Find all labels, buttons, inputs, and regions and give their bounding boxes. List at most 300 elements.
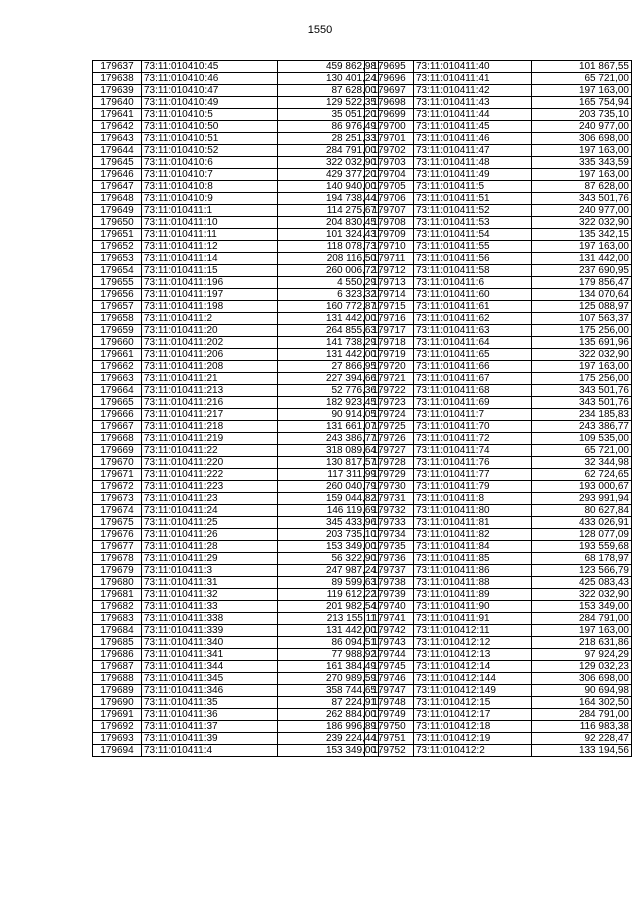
cadastral-number-cell: 73:11:010411:81 xyxy=(414,517,532,529)
table-row xyxy=(93,61,379,73)
cadastral-number-cell: 73:11:010411:84 xyxy=(414,541,532,553)
cadastral-value-cell: 52 776,36 xyxy=(278,385,379,397)
table-row xyxy=(93,97,379,109)
cadastral-number-cell: 73:11:010411:340 xyxy=(142,637,278,649)
cadastral-value-cell: 80 627,84 xyxy=(532,505,632,517)
record-number-cell: 179650 xyxy=(93,217,142,229)
table-row xyxy=(365,193,632,205)
table-row xyxy=(365,649,632,661)
cadastral-value-cell: 118 078,73 xyxy=(278,241,379,253)
cadastral-number-cell: 73:11:010411:79 xyxy=(414,481,532,493)
cadastral-number-cell: 73:11:010411:21 xyxy=(142,373,278,385)
cadastral-value-cell: 101 324,43 xyxy=(278,229,379,241)
cadastral-value-cell: 358 744,65 xyxy=(278,685,379,697)
table-row xyxy=(93,457,379,469)
cadastral-number-cell: 73:11:010411:88 xyxy=(414,577,532,589)
record-number-cell: 179744 xyxy=(365,649,414,661)
table-row xyxy=(365,133,632,145)
cadastral-value-cell: 140 940,00 xyxy=(278,181,379,193)
cadastral-number-cell: 73:11:010410:47 xyxy=(142,85,278,97)
cadastral-value-cell: 153 349,00 xyxy=(278,745,379,757)
cadastral-number-cell: 73:11:010411:55 xyxy=(414,241,532,253)
cadastral-value-cell: 175 256,00 xyxy=(532,325,632,337)
record-number-cell: 179678 xyxy=(93,553,142,565)
record-number-cell: 179741 xyxy=(365,613,414,625)
record-number-cell: 179661 xyxy=(93,349,142,361)
table-row xyxy=(93,85,379,97)
table-row xyxy=(365,109,632,121)
table-row xyxy=(93,373,379,385)
cadastral-value-cell: 87 628,00 xyxy=(532,181,632,193)
record-number-cell: 179736 xyxy=(365,553,414,565)
cadastral-number-cell: 73:11:010411:39 xyxy=(142,733,278,745)
table-row xyxy=(365,685,632,697)
cadastral-value-cell: 429 377,20 xyxy=(278,169,379,181)
cadastral-value-cell: 141 738,29 xyxy=(278,337,379,349)
table-row xyxy=(365,289,632,301)
table-row xyxy=(93,721,379,733)
cadastral-value-cell: 101 867,55 xyxy=(532,61,632,73)
cadastral-number-cell: 73:11:010411:86 xyxy=(414,565,532,577)
record-number-cell: 179686 xyxy=(93,649,142,661)
table-row xyxy=(365,313,632,325)
table-row xyxy=(93,445,379,457)
table-row xyxy=(365,157,632,169)
cadastral-value-cell: 135 342,15 xyxy=(532,229,632,241)
table-row xyxy=(93,217,379,229)
table-row xyxy=(365,277,632,289)
cadastral-value-cell: 179 856,47 xyxy=(532,277,632,289)
cadastral-number-cell: 73:11:010411:82 xyxy=(414,529,532,541)
cadastral-value-cell: 306 698,00 xyxy=(532,673,632,685)
cadastral-number-cell: 73:11:010410:50 xyxy=(142,121,278,133)
cadastral-number-cell: 73:11:010412:149 xyxy=(414,685,532,697)
table-row xyxy=(365,697,632,709)
cadastral-value-cell: 131 442,00 xyxy=(278,313,379,325)
record-number-cell: 179749 xyxy=(365,709,414,721)
cadastral-value-cell: 322 032,90 xyxy=(278,157,379,169)
cadastral-value-cell: 153 349,00 xyxy=(278,541,379,553)
cadastral-number-cell: 73:11:010411:10 xyxy=(142,217,278,229)
table-row xyxy=(93,697,379,709)
record-number-cell: 179660 xyxy=(93,337,142,349)
cadastral-number-cell: 73:11:010410:45 xyxy=(142,61,278,73)
record-number-cell: 179728 xyxy=(365,457,414,469)
cadastral-number-cell: 73:11:010412:12 xyxy=(414,637,532,649)
cadastral-value-cell: 197 163,00 xyxy=(532,625,632,637)
cadastral-number-cell: 73:11:010411:77 xyxy=(414,469,532,481)
cadastral-value-cell: 109 535,00 xyxy=(532,433,632,445)
record-number-cell: 179667 xyxy=(93,421,142,433)
cadastral-number-cell: 73:11:010411:15 xyxy=(142,265,278,277)
table-row xyxy=(365,61,632,73)
record-number-cell: 179695 xyxy=(365,61,414,73)
cadastral-value-cell: 116 983,38 xyxy=(532,721,632,733)
record-number-cell: 179692 xyxy=(93,721,142,733)
table-row xyxy=(93,637,379,649)
cadastral-value-cell: 186 996,89 xyxy=(278,721,379,733)
record-number-cell: 179696 xyxy=(365,73,414,85)
cadastral-number-cell: 73:11:010411:63 xyxy=(414,325,532,337)
cadastral-number-cell: 73:11:010411:53 xyxy=(414,217,532,229)
table-row xyxy=(93,433,379,445)
record-number-cell: 179669 xyxy=(93,445,142,457)
table-row xyxy=(93,145,379,157)
record-number-cell: 179688 xyxy=(93,673,142,685)
cadastral-value-cell: 32 344,98 xyxy=(532,457,632,469)
table-row xyxy=(93,733,379,745)
cadastral-number-cell: 73:11:010411:80 xyxy=(414,505,532,517)
cadastral-value-cell: 161 384,49 xyxy=(278,661,379,673)
table-row xyxy=(365,529,632,541)
record-number-cell: 179732 xyxy=(365,505,414,517)
table-row xyxy=(365,409,632,421)
cadastral-number-cell: 73:11:010411:341 xyxy=(142,649,278,661)
table-row xyxy=(365,721,632,733)
table-row xyxy=(365,637,632,649)
table-row xyxy=(365,541,632,553)
cadastral-number-cell: 73:11:010411:51 xyxy=(414,193,532,205)
cadastral-number-cell: 73:11:010412:15 xyxy=(414,697,532,709)
record-number-cell: 179674 xyxy=(93,505,142,517)
cadastral-value-cell: 160 772,87 xyxy=(278,301,379,313)
table-row xyxy=(93,289,379,301)
record-number-cell: 179752 xyxy=(365,745,414,757)
cadastral-value-cell: 65 721,00 xyxy=(532,445,632,457)
cadastral-number-cell: 73:11:010411:72 xyxy=(414,433,532,445)
cadastral-value-cell: 92 228,47 xyxy=(532,733,632,745)
record-number-cell: 179748 xyxy=(365,697,414,709)
cadastral-value-cell: 86 976,49 xyxy=(278,121,379,133)
cadastral-number-cell: 73:11:010411:1 xyxy=(142,205,278,217)
record-number-cell: 179718 xyxy=(365,337,414,349)
cadastral-value-cell: 284 791,00 xyxy=(532,709,632,721)
record-number-cell: 179693 xyxy=(93,733,142,745)
table-row xyxy=(93,589,379,601)
record-number-cell: 179665 xyxy=(93,397,142,409)
cadastral-value-cell: 97 924,29 xyxy=(532,649,632,661)
cadastral-value-cell: 197 163,00 xyxy=(532,145,632,157)
record-number-cell: 179701 xyxy=(365,133,414,145)
table-row xyxy=(93,133,379,145)
table-row xyxy=(365,337,632,349)
table-row xyxy=(365,145,632,157)
cadastral-value-cell: 146 119,69 xyxy=(278,505,379,517)
cadastral-number-cell: 73:11:010410:7 xyxy=(142,169,278,181)
record-number-cell: 179739 xyxy=(365,589,414,601)
record-number-cell: 179745 xyxy=(365,661,414,673)
table-row xyxy=(93,565,379,577)
record-number-cell: 179670 xyxy=(93,457,142,469)
record-number-cell: 179677 xyxy=(93,541,142,553)
cadastral-value-cell: 68 178,97 xyxy=(532,553,632,565)
cadastral-number-cell: 73:11:010411:60 xyxy=(414,289,532,301)
cadastral-number-cell: 73:11:010411:69 xyxy=(414,397,532,409)
cadastral-value-cell: 239 224,44 xyxy=(278,733,379,745)
record-number-cell: 179639 xyxy=(93,85,142,97)
record-number-cell: 179685 xyxy=(93,637,142,649)
record-number-cell: 179733 xyxy=(365,517,414,529)
record-number-cell: 179724 xyxy=(365,409,414,421)
cadastral-number-cell: 73:11:010411:45 xyxy=(414,121,532,133)
cadastral-number-cell: 73:11:010410:49 xyxy=(142,97,278,109)
table-row xyxy=(93,313,379,325)
cadastral-value-cell: 123 566,79 xyxy=(532,565,632,577)
record-number-cell: 179730 xyxy=(365,481,414,493)
table-row xyxy=(365,349,632,361)
record-number-cell: 179658 xyxy=(93,313,142,325)
right-register-table xyxy=(364,60,632,757)
cadastral-value-cell: 227 394,66 xyxy=(278,373,379,385)
table-row xyxy=(365,229,632,241)
table-row xyxy=(93,397,379,409)
table-row xyxy=(93,517,379,529)
record-number-cell: 179682 xyxy=(93,601,142,613)
cadastral-number-cell: 73:11:010410:46 xyxy=(142,73,278,85)
table-row xyxy=(365,613,632,625)
cadastral-value-cell: 134 070,64 xyxy=(532,289,632,301)
cadastral-value-cell: 182 923,45 xyxy=(278,397,379,409)
record-number-cell: 179672 xyxy=(93,481,142,493)
table-row xyxy=(93,745,379,757)
cadastral-value-cell: 133 194,56 xyxy=(532,745,632,757)
table-row xyxy=(365,433,632,445)
record-number-cell: 179703 xyxy=(365,157,414,169)
cadastral-value-cell: 28 251,33 xyxy=(278,133,379,145)
cadastral-number-cell: 73:11:010411:4 xyxy=(142,745,278,757)
record-number-cell: 179684 xyxy=(93,625,142,637)
table-row xyxy=(365,745,632,757)
cadastral-value-cell: 87 224,91 xyxy=(278,697,379,709)
cadastral-number-cell: 73:11:010411:14 xyxy=(142,253,278,265)
table-row xyxy=(93,169,379,181)
record-number-cell: 179738 xyxy=(365,577,414,589)
cadastral-value-cell: 293 991,94 xyxy=(532,493,632,505)
table-row xyxy=(93,409,379,421)
cadastral-number-cell: 73:11:010411:85 xyxy=(414,553,532,565)
cadastral-number-cell: 73:11:010411:25 xyxy=(142,517,278,529)
cadastral-number-cell: 73:11:010411:197 xyxy=(142,289,278,301)
table-row xyxy=(93,193,379,205)
record-number-cell: 179651 xyxy=(93,229,142,241)
record-number-cell: 179664 xyxy=(93,385,142,397)
record-number-cell: 179673 xyxy=(93,493,142,505)
cadastral-number-cell: 73:11:010411:48 xyxy=(414,157,532,169)
cadastral-value-cell: 131 442,00 xyxy=(532,253,632,265)
cadastral-value-cell: 153 349,00 xyxy=(532,601,632,613)
cadastral-number-cell: 73:11:010411:11 xyxy=(142,229,278,241)
record-number-cell: 179716 xyxy=(365,313,414,325)
table-row xyxy=(365,97,632,109)
cadastral-value-cell: 129 032,23 xyxy=(532,661,632,673)
cadastral-value-cell: 165 754,94 xyxy=(532,97,632,109)
cadastral-value-cell: 135 691,96 xyxy=(532,337,632,349)
cadastral-number-cell: 73:11:010411:22 xyxy=(142,445,278,457)
record-number-cell: 179729 xyxy=(365,469,414,481)
cadastral-number-cell: 73:11:010411:223 xyxy=(142,481,278,493)
table-row xyxy=(93,73,379,85)
cadastral-number-cell: 73:11:010411:67 xyxy=(414,373,532,385)
record-number-cell: 179648 xyxy=(93,193,142,205)
cadastral-value-cell: 343 501,76 xyxy=(532,193,632,205)
table-row xyxy=(93,541,379,553)
record-number-cell: 179663 xyxy=(93,373,142,385)
record-number-cell: 179707 xyxy=(365,205,414,217)
cadastral-number-cell: 73:11:010412:13 xyxy=(414,649,532,661)
cadastral-number-cell: 73:11:010411:32 xyxy=(142,589,278,601)
cadastral-number-cell: 73:11:010411:49 xyxy=(414,169,532,181)
record-number-cell: 179743 xyxy=(365,637,414,649)
cadastral-number-cell: 73:11:010412:14 xyxy=(414,661,532,673)
record-number-cell: 179646 xyxy=(93,169,142,181)
record-number-cell: 179694 xyxy=(93,745,142,757)
record-number-cell: 179645 xyxy=(93,157,142,169)
cadastral-number-cell: 73:11:010411:208 xyxy=(142,361,278,373)
cadastral-number-cell: 73:11:010411:26 xyxy=(142,529,278,541)
cadastral-value-cell: 343 501,76 xyxy=(532,385,632,397)
cadastral-number-cell: 73:11:010411:213 xyxy=(142,385,278,397)
cadastral-number-cell: 73:11:010411:64 xyxy=(414,337,532,349)
cadastral-value-cell: 322 032,90 xyxy=(532,349,632,361)
table-row xyxy=(93,625,379,637)
table-row xyxy=(93,421,379,433)
table-row xyxy=(93,181,379,193)
cadastral-number-cell: 73:11:010411:58 xyxy=(414,265,532,277)
record-number-cell: 179643 xyxy=(93,133,142,145)
cadastral-number-cell: 73:11:010411:20 xyxy=(142,325,278,337)
record-number-cell: 179641 xyxy=(93,109,142,121)
cadastral-number-cell: 73:11:010410:6 xyxy=(142,157,278,169)
cadastral-value-cell: 197 163,00 xyxy=(532,361,632,373)
cadastral-value-cell: 203 735,10 xyxy=(278,529,379,541)
cadastral-value-cell: 318 089,64 xyxy=(278,445,379,457)
table-row xyxy=(365,217,632,229)
record-number-cell: 179668 xyxy=(93,433,142,445)
record-number-cell: 179715 xyxy=(365,301,414,313)
cadastral-number-cell: 73:11:010411:36 xyxy=(142,709,278,721)
cadastral-number-cell: 73:11:010411:23 xyxy=(142,493,278,505)
cadastral-value-cell: 201 982,54 xyxy=(278,601,379,613)
cadastral-number-cell: 73:11:010411:198 xyxy=(142,301,278,313)
table-row xyxy=(365,445,632,457)
cadastral-number-cell: 73:11:010411:42 xyxy=(414,85,532,97)
table-row xyxy=(365,661,632,673)
record-number-cell: 179683 xyxy=(93,613,142,625)
cadastral-value-cell: 197 163,00 xyxy=(532,241,632,253)
table-row xyxy=(365,85,632,97)
cadastral-number-cell: 73:11:010411:216 xyxy=(142,397,278,409)
cadastral-number-cell: 73:11:010411:43 xyxy=(414,97,532,109)
table-row xyxy=(365,121,632,133)
record-number-cell: 179691 xyxy=(93,709,142,721)
cadastral-number-cell: 73:11:010411:5 xyxy=(414,181,532,193)
cadastral-value-cell: 125 088,97 xyxy=(532,301,632,313)
cadastral-value-cell: 164 302,50 xyxy=(532,697,632,709)
record-number-cell: 179750 xyxy=(365,721,414,733)
table-row xyxy=(93,361,379,373)
record-number-cell: 179747 xyxy=(365,685,414,697)
table-row xyxy=(365,421,632,433)
record-number-cell: 179659 xyxy=(93,325,142,337)
cadastral-value-cell: 459 862,98 xyxy=(278,61,379,73)
table-row xyxy=(365,517,632,529)
cadastral-number-cell: 73:11:010411:61 xyxy=(414,301,532,313)
cadastral-value-cell: 129 522,35 xyxy=(278,97,379,109)
record-number-cell: 179711 xyxy=(365,253,414,265)
cadastral-number-cell: 73:11:010411:12 xyxy=(142,241,278,253)
table-row xyxy=(365,601,632,613)
cadastral-number-cell: 73:11:010411:44 xyxy=(414,109,532,121)
cadastral-value-cell: 345 433,96 xyxy=(278,517,379,529)
cadastral-number-cell: 73:11:010411:206 xyxy=(142,349,278,361)
record-number-cell: 179697 xyxy=(365,85,414,97)
record-number-cell: 179702 xyxy=(365,145,414,157)
cadastral-number-cell: 73:11:010411:218 xyxy=(142,421,278,433)
cadastral-number-cell: 73:11:010411:40 xyxy=(414,61,532,73)
table-row xyxy=(93,577,379,589)
cadastral-value-cell: 119 612,22 xyxy=(278,589,379,601)
record-number-cell: 179690 xyxy=(93,697,142,709)
table-row xyxy=(93,121,379,133)
record-number-cell: 179717 xyxy=(365,325,414,337)
table-row xyxy=(365,361,632,373)
table-row xyxy=(365,325,632,337)
table-row xyxy=(93,673,379,685)
record-number-cell: 179681 xyxy=(93,589,142,601)
record-number-cell: 179706 xyxy=(365,193,414,205)
cadastral-number-cell: 73:11:010410:52 xyxy=(142,145,278,157)
cadastral-number-cell: 73:11:010411:91 xyxy=(414,613,532,625)
cadastral-value-cell: 270 989,59 xyxy=(278,673,379,685)
cadastral-value-cell: 175 256,00 xyxy=(532,373,632,385)
cadastral-value-cell: 27 866,95 xyxy=(278,361,379,373)
record-number-cell: 179679 xyxy=(93,565,142,577)
table-row xyxy=(365,265,632,277)
table-row xyxy=(93,157,379,169)
table-row xyxy=(365,385,632,397)
table-row xyxy=(365,553,632,565)
cadastral-value-cell: 213 155,11 xyxy=(278,613,379,625)
cadastral-value-cell: 237 690,95 xyxy=(532,265,632,277)
record-number-cell: 179662 xyxy=(93,361,142,373)
cadastral-value-cell: 247 987,24 xyxy=(278,565,379,577)
table-row xyxy=(93,649,379,661)
table-row xyxy=(365,73,632,85)
cadastral-number-cell: 73:11:010411:202 xyxy=(142,337,278,349)
record-number-cell: 179637 xyxy=(93,61,142,73)
table-row xyxy=(365,493,632,505)
table-row xyxy=(93,109,379,121)
table-row xyxy=(93,385,379,397)
table-row xyxy=(365,205,632,217)
table-row xyxy=(365,565,632,577)
cadastral-value-cell: 243 386,77 xyxy=(532,421,632,433)
record-number-cell: 179726 xyxy=(365,433,414,445)
cadastral-number-cell: 73:11:010411:47 xyxy=(414,145,532,157)
cadastral-number-cell: 73:11:010410:8 xyxy=(142,181,278,193)
cadastral-number-cell: 73:11:010412:2 xyxy=(414,745,532,757)
cadastral-value-cell: 243 386,77 xyxy=(278,433,379,445)
cadastral-value-cell: 260 006,72 xyxy=(278,265,379,277)
cadastral-number-cell: 73:11:010411:90 xyxy=(414,601,532,613)
cadastral-value-cell: 208 116,50 xyxy=(278,253,379,265)
cadastral-number-cell: 73:11:010411:338 xyxy=(142,613,278,625)
table-row xyxy=(93,337,379,349)
cadastral-value-cell: 260 040,79 xyxy=(278,481,379,493)
cadastral-value-cell: 128 077,09 xyxy=(532,529,632,541)
record-number-cell: 179723 xyxy=(365,397,414,409)
record-number-cell: 179675 xyxy=(93,517,142,529)
